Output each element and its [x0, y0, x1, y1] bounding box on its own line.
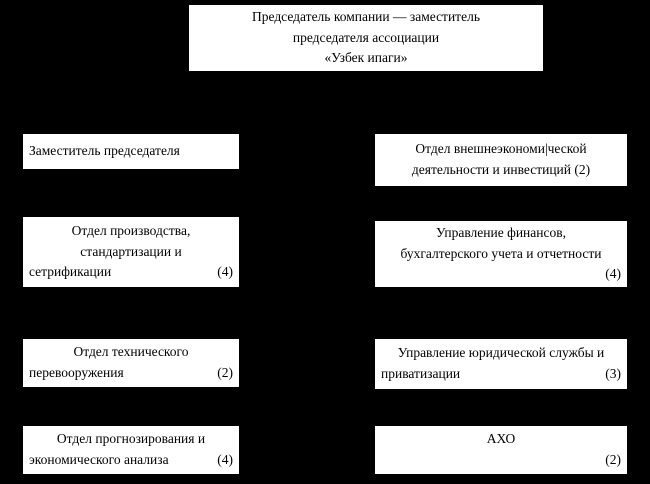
chairman-node — [188, 4, 544, 72]
production-line-1: Отдел производства, — [71, 222, 191, 238]
foreign-line-1: Отдел внешнеэкономи|ческой — [415, 141, 587, 157]
production-line-3 — [29, 262, 233, 283]
chairman-line-3: «Узбек ипаги» — [324, 50, 408, 66]
finance-line-1: Управление финансов, — [436, 224, 566, 240]
foreign-line-2: деятельности и инвестиций (2) — [411, 162, 591, 177]
technical-line-2-text: перевооружения — [29, 365, 124, 380]
finance-line-2: бухгалтерского учета и отчетности — [400, 245, 602, 261]
deputy-chairman-label: Заместитель председателя — [29, 143, 180, 159]
legal-line-2 — [381, 364, 621, 385]
aho-label: АХО — [486, 431, 516, 447]
legal-count: (3) — [605, 366, 621, 381]
forecast-line-1: Отдел прогнозирования и — [56, 431, 206, 447]
foreign-economic-activity-node — [374, 133, 628, 187]
chairman-line-2: председателя ассоциации — [292, 29, 440, 45]
production-line-3-text: сетрификации — [29, 264, 112, 280]
chairman-line-1: Председатель компании — заместитель — [252, 8, 480, 24]
deputy-chairman-node — [22, 133, 240, 170]
legal-line-1: Управление юридической службы и — [397, 345, 605, 361]
production-line-2: стандартизации и — [80, 243, 182, 259]
legal-line-2-text: приватизации — [381, 366, 461, 381]
technical-line-1: Отдел технического — [73, 344, 189, 360]
finance-count: (4) — [605, 266, 621, 282]
forecasting-economic-analysis-node — [22, 425, 240, 475]
technical-count: (2) — [217, 365, 233, 380]
technical-line-2 — [29, 363, 233, 384]
production-count: (4) — [217, 264, 233, 280]
aho-count: (2) — [605, 452, 621, 467]
forecast-line-2 — [29, 450, 233, 471]
finance-accounting-node — [374, 220, 628, 288]
production-standardization-certification-node — [22, 216, 240, 288]
aho-node — [374, 425, 628, 475]
technical-rearmament-node — [22, 338, 240, 388]
forecast-count: (4) — [217, 452, 233, 467]
legal-privatization-node — [374, 338, 628, 390]
forecast-line-2-text: экономического анализа — [29, 452, 169, 467]
